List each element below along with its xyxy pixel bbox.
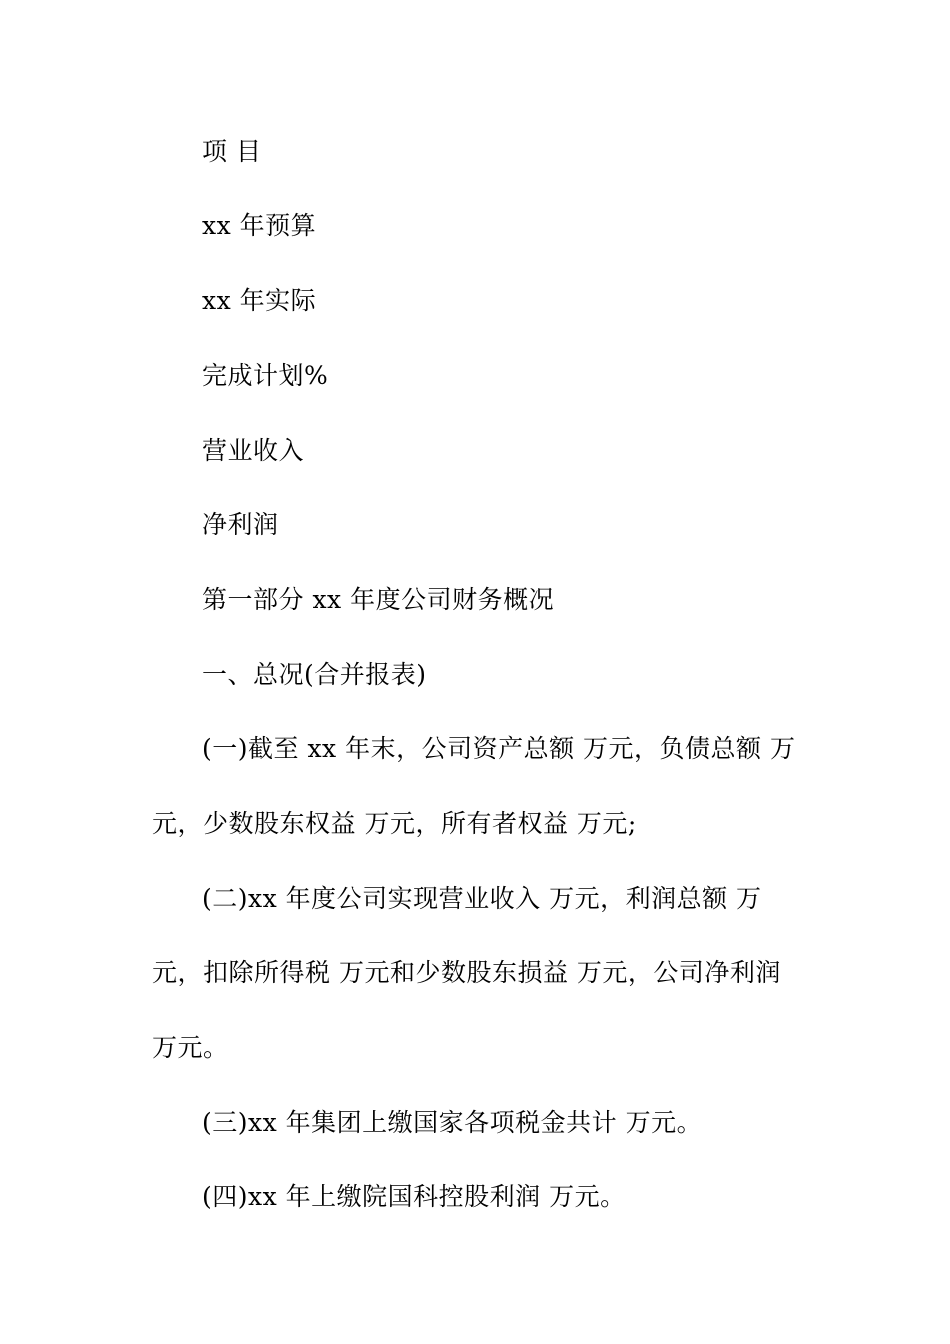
table-label-item: 项 目	[202, 137, 262, 166]
paragraph-1-line-2: 元，少数股东权益 万元，所有者权益 万元;	[152, 809, 637, 838]
table-label-revenue: 营业收入	[202, 436, 305, 465]
table-label-net-profit: 净利润	[202, 510, 279, 539]
paragraph-1-line-1: (一)截至 xx 年末，公司资产总额 万元，负债总额 万	[202, 734, 796, 763]
paragraph-2-line-3: 万元。	[152, 1033, 229, 1062]
table-label-actual: xx 年实际	[202, 286, 317, 315]
section-title: 第一部分 xx 年度公司财务概况	[202, 585, 555, 614]
paragraph-3: (三)xx 年集团上缴国家各项税金共计 万元。	[202, 1108, 703, 1137]
paragraph-4: (四)xx 年上缴院国科控股利润 万元。	[202, 1182, 626, 1211]
table-label-completion: 完成计划%	[202, 361, 329, 390]
paragraph-2-line-1: (二)xx 年度公司实现营业收入 万元，利润总额 万	[202, 884, 762, 913]
table-label-budget: xx 年预算	[202, 211, 317, 240]
subsection-title: 一、总况(合并报表)	[202, 660, 427, 689]
paragraph-2-line-2: 元，扣除所得税 万元和少数股东损益 万元，公司净利润	[152, 958, 781, 987]
